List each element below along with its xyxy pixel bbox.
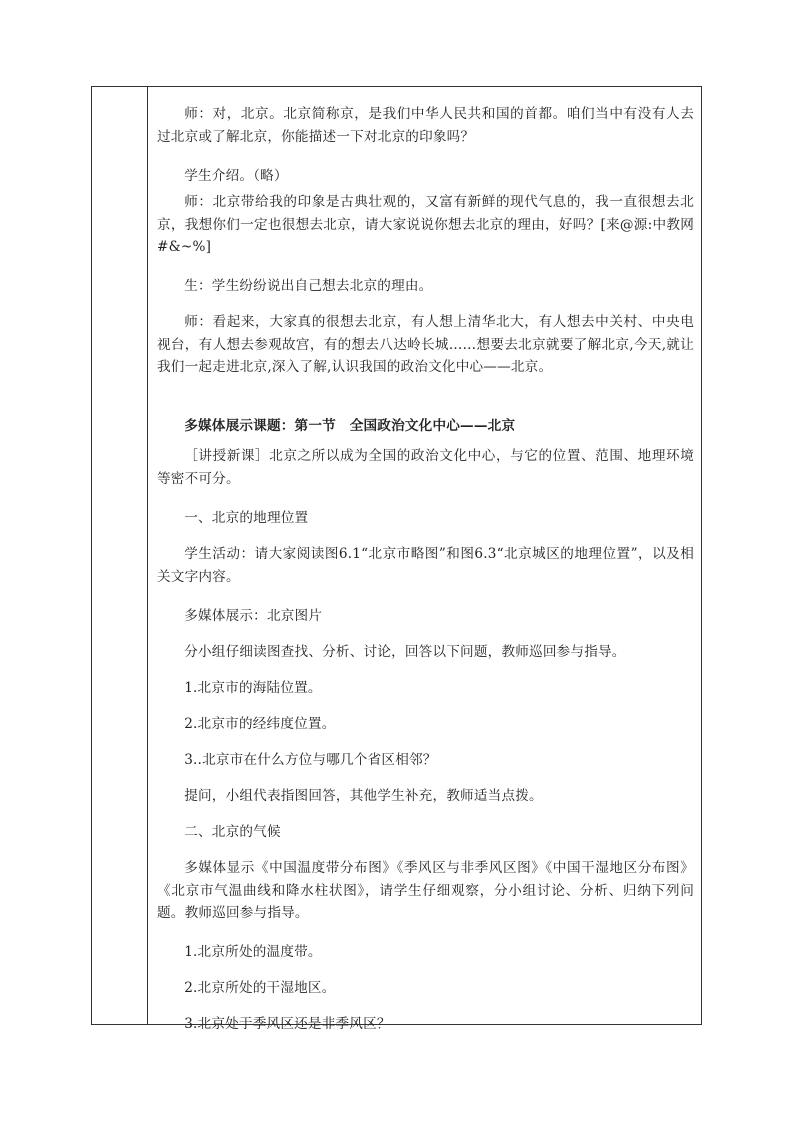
paragraph-11: 分小组仔细读图查找、分析、讨论，回答以下问题，教师巡回参与指导。	[184, 644, 626, 660]
question-2: 2.北京市的经纬度位置。	[184, 716, 336, 732]
question-1: 1.北京市的海陆位置。	[184, 680, 322, 696]
paragraph-1: 师：对，北京。北京简称京，是我们中华人民共和国的首都。咱们当中有没有人去过北京或了解北京，你能描述一下对北京的印象吗？	[157, 106, 694, 145]
section-heading-2: 二、北京的气候	[184, 824, 281, 840]
paragraph-15: 提问，小组代表指图回答，其他学生补充，教师适当点拨。	[184, 788, 543, 804]
paragraph-3: 师：北京带给我的印象是古典壮观的，又富有新鲜的现代气息的，我一直很想去北京，我想你们一定也很想去北京，请大家说说你想去北京的理由，好吗？[来@源:中教网#&~%]	[157, 194, 694, 255]
paragraph-2: 学生介绍。（略）	[184, 168, 288, 184]
climate-question-3: 3.北京处于季风区还是非季风区？	[184, 1016, 391, 1032]
section-heading-1: 一、北京的地理位置	[184, 510, 309, 526]
paragraph-7: ［讲授新课］北京之所以成为全国的政治文化中心，与它的位置、范围、地理环境等密不可分。	[157, 448, 694, 487]
paragraph-4: 生：学生纷纷说出自己想去北京的理由。	[184, 278, 433, 294]
climate-question-1: 1.北京所处的温度带。	[184, 944, 322, 960]
table-left-column	[92, 87, 148, 1024]
climate-question-2: 2.北京所处的干湿地区。	[184, 980, 336, 996]
lesson-title: 多媒体展示课题：第一节 全国政治文化中心——北京	[184, 418, 516, 434]
lesson-table	[91, 86, 702, 1032]
paragraph-17: 多媒体显示《中国温度带分布图》《季风区与非季风区图》《中国干湿地区分布图》《北京市气温曲线和降水柱状图》，请学生仔细观察，分小组讨论、分析、归纳下列问题。教师巡回参与指导。	[157, 860, 694, 921]
question-3: 3..北京市在什么方位与哪几个省区相邻？	[184, 752, 437, 768]
paragraph-10: 多媒体展示：北京图片	[184, 608, 323, 624]
paragraph-9: 学生活动：请大家阅读图6.1“北京市略图”和图6.3“北京城区的地理位置”，以及相关文字内容。	[157, 546, 694, 585]
paragraph-5: 师：看起来，大家真的很想去北京，有人想上清华北大，有人想去中关村、中央电视台，有人想去参观故宫，有的想去八达岭长城……想要去北京就要了解北京,今天,就让我们一起走进北京,深入了解,认识我国的政治文化中心——北京。	[157, 314, 694, 375]
table-content-cell	[149, 87, 702, 1032]
